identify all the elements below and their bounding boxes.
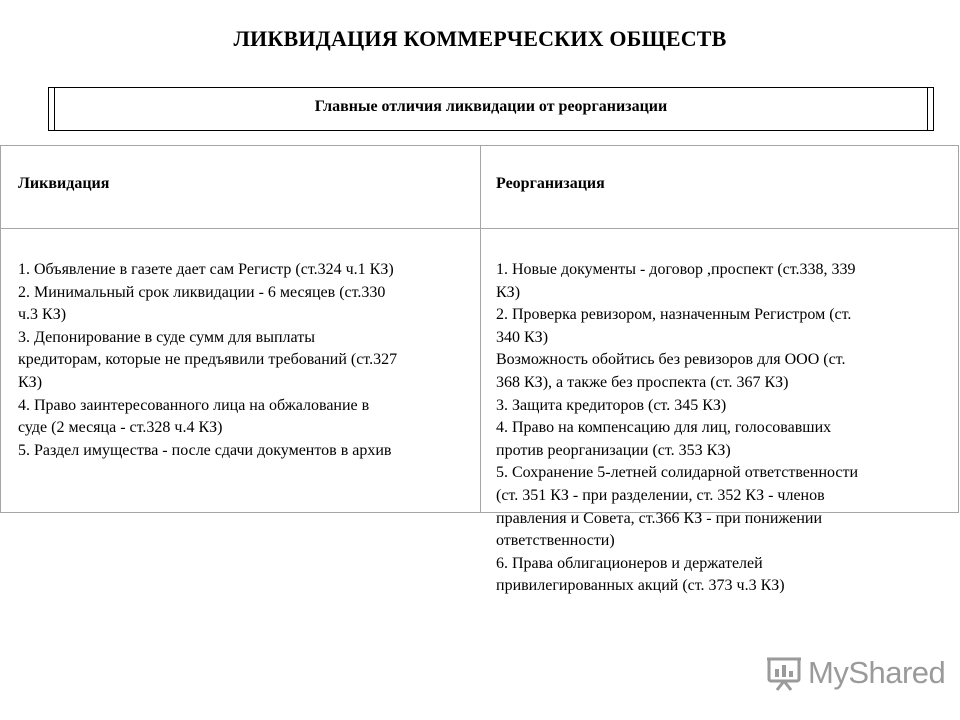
liquidation-line: КЗ)	[18, 373, 43, 391]
column-header-liquidation: Ликвидация	[18, 175, 110, 192]
liquidation-line: 1. Объявление в газете дает сам Регистр (ст.324 ч.1 КЗ)	[18, 261, 394, 278]
liquidation-line: кредиторам, которые не предъявили требований (ст.327	[18, 351, 398, 369]
reorganization-line: против реорганизации (ст. 353 КЗ)	[496, 441, 731, 459]
liquidation-line: 4. Право заинтересованного лица на обжалование в	[18, 396, 370, 414]
liquidation-line: 5. Раздел имущества - после сдачи документов в архив	[18, 441, 392, 459]
reorganization-line: 4. Право на компенсацию для лиц, голосовавших	[496, 419, 832, 437]
liquidation-cell	[18, 259, 474, 462]
reorganization-line: правления и Совета, ст.366 КЗ - при понижении	[496, 509, 823, 527]
table-column-divider	[480, 145, 481, 513]
reorganization-line: 3. Защита кредиторов (ст. 345 КЗ)	[496, 396, 727, 414]
liquidation-line: 3. Депонирование в суде сумм для выплаты	[18, 328, 315, 346]
table-left-border	[0, 145, 1, 513]
reorganization-line: ответственности)	[496, 532, 615, 550]
comparison-table	[0, 145, 959, 595]
page-title: ЛИКВИДАЦИЯ КОММЕРЧЕСКИХ ОБЩЕСТВ	[233, 26, 727, 51]
reorganization-line: КЗ)	[496, 283, 521, 301]
reorganization-line: 6. Права облигационеров и держателей	[496, 554, 763, 572]
watermark-text: MyShared	[808, 655, 946, 690]
reorganization-cell	[496, 259, 946, 598]
presentation-board-icon	[766, 653, 802, 691]
table-right-border	[958, 145, 959, 513]
reorganization-line: Возможность обойтись без ревизоров для ООО (ст.	[496, 351, 846, 369]
subtitle-text: Главные отличия ликвидации от реорганизации	[314, 98, 668, 115]
reorganization-line: 2. Проверка ревизором, назначенным Регистром (ст.	[496, 306, 852, 324]
liquidation-line: ч.3 КЗ)	[18, 306, 67, 324]
reorganization-line: 1. Новые документы - договор ,проспект (ст.338, 339	[496, 261, 856, 278]
reorganization-line: 340 КЗ)	[496, 328, 549, 346]
reorganization-line: 368 КЗ), а также без проспекта (ст. 367 КЗ)	[496, 373, 789, 391]
column-header-reorganization: Реорганизация	[496, 175, 605, 192]
reorganization-line: привилегированных акций (ст. 373 ч.3 КЗ)	[496, 577, 785, 595]
watermark-logo	[766, 653, 946, 693]
subtitle-banner	[48, 87, 934, 131]
liquidation-line: 2. Минимальный срок ликвидации - 6 месяцев (ст.330	[18, 283, 386, 301]
liquidation-line: суде (2 месяца - ст.328 ч.4 КЗ)	[18, 419, 223, 437]
reorganization-line: 5. Сохранение 5-летней солидарной ответственности	[496, 464, 859, 482]
reorganization-line: (ст. 351 КЗ - при разделении, ст. 352 КЗ - членов	[496, 486, 825, 504]
